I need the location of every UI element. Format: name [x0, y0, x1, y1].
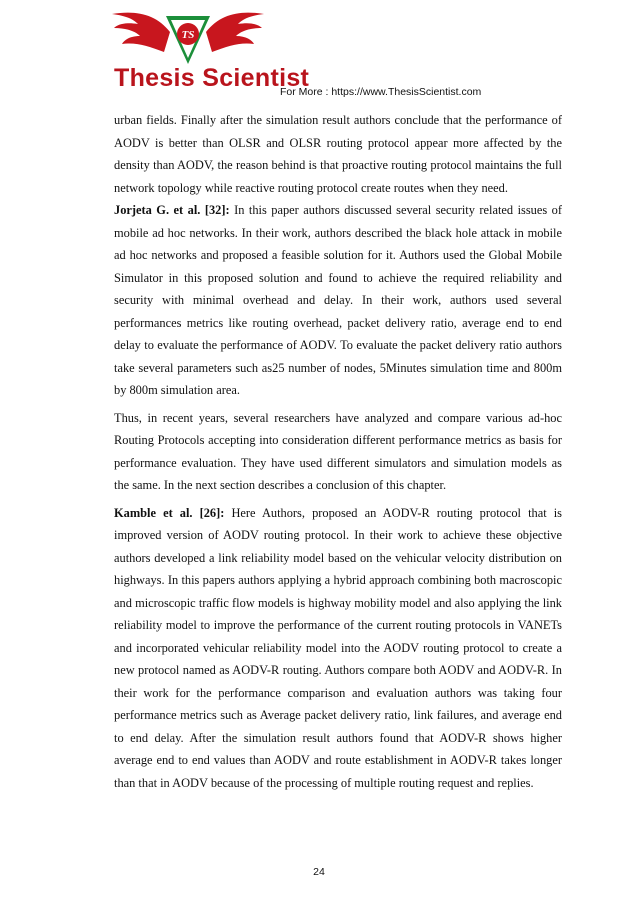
paragraph-text: Thus, in recent years, several researchers have analyzed and compare various ad-hoc Routing Protocols accepting into consideration different performance metrics as basis for performance evaluation. They have used different simulators and simulation models as the same. In the next section describes a conclusion of this chapter. — [114, 410, 562, 492]
logo-monogram: TS — [181, 29, 195, 41]
paragraph — [114, 109, 562, 199]
citation-lead: Kamble et al. [26]: — [114, 505, 225, 520]
paragraph — [114, 199, 562, 402]
brand-name: Thesis Scientist — [114, 64, 310, 92]
winged-triangle-logo-icon — [108, 2, 268, 72]
citation-lead: Jorjeta G. et al. [32]: — [114, 203, 230, 217]
page-number: 24 — [313, 866, 325, 878]
paragraph-text: In this paper authors discussed several security related issues of mobile ad hoc networks. In their work, authors described the black hole attack in mobile ad hoc networks and proposed a feasible solution for it. Authors used the Global Mobile Simulator in this proposed solution and found to achieve the required reliability and security with minimal overhead and delay. In their work, authors used several performances metrics like routing overhead, packet delivery ratio, average end to end delay to evaluate the performance of AODV. To evaluate the packet delivery ratio authors take several parameters such as25 number of nodes, 5Minutes simulation time and 800m by 800m simulation area. — [114, 203, 562, 397]
header-website-link[interactable]: For More : https://www.ThesisScientist.com — [280, 86, 482, 98]
paragraph — [114, 407, 562, 497]
paragraph-text: urban fields. Finally after the simulation result authors conclude that the performance of AODV is better than OLSR and OLSR routing protocol appear more affected by the density than AODV, the reason behind is that proactive routing protocol maintains the full network topology while reactive routing protocol create routes when they need. — [114, 113, 562, 195]
document-body — [114, 109, 562, 794]
paragraph — [114, 502, 562, 795]
paragraph-text: Here Authors, proposed an AODV-R routing protocol that is improved version of AODV routing protocol. In their work to achieve these objective authors developed a link reliability model based on the vehicular velocity distribution on highways. In this papers authors applying a hybrid approach combining both macroscopic and microscopic traffic flow models is highway mobility model and also applying the link reliability model to improve the performance of the current routing protocols in VANETs and incorporated vehicular reliability model into the AODV routing protocol to create a new protocol named as AODV-R routing. Authors compare both AODV and AODV-R. In their work for the performance comparison and evaluation authors was taking four performance metrics such as Average packet delivery ratio, link failures, and average end to end delay. After the simulation result authors found that AODV-R shows higher average end to end values than AODV and route establishment in AODV-R takes longer than that in AODV because of the processing of multiple routing request and replies. — [114, 505, 562, 790]
